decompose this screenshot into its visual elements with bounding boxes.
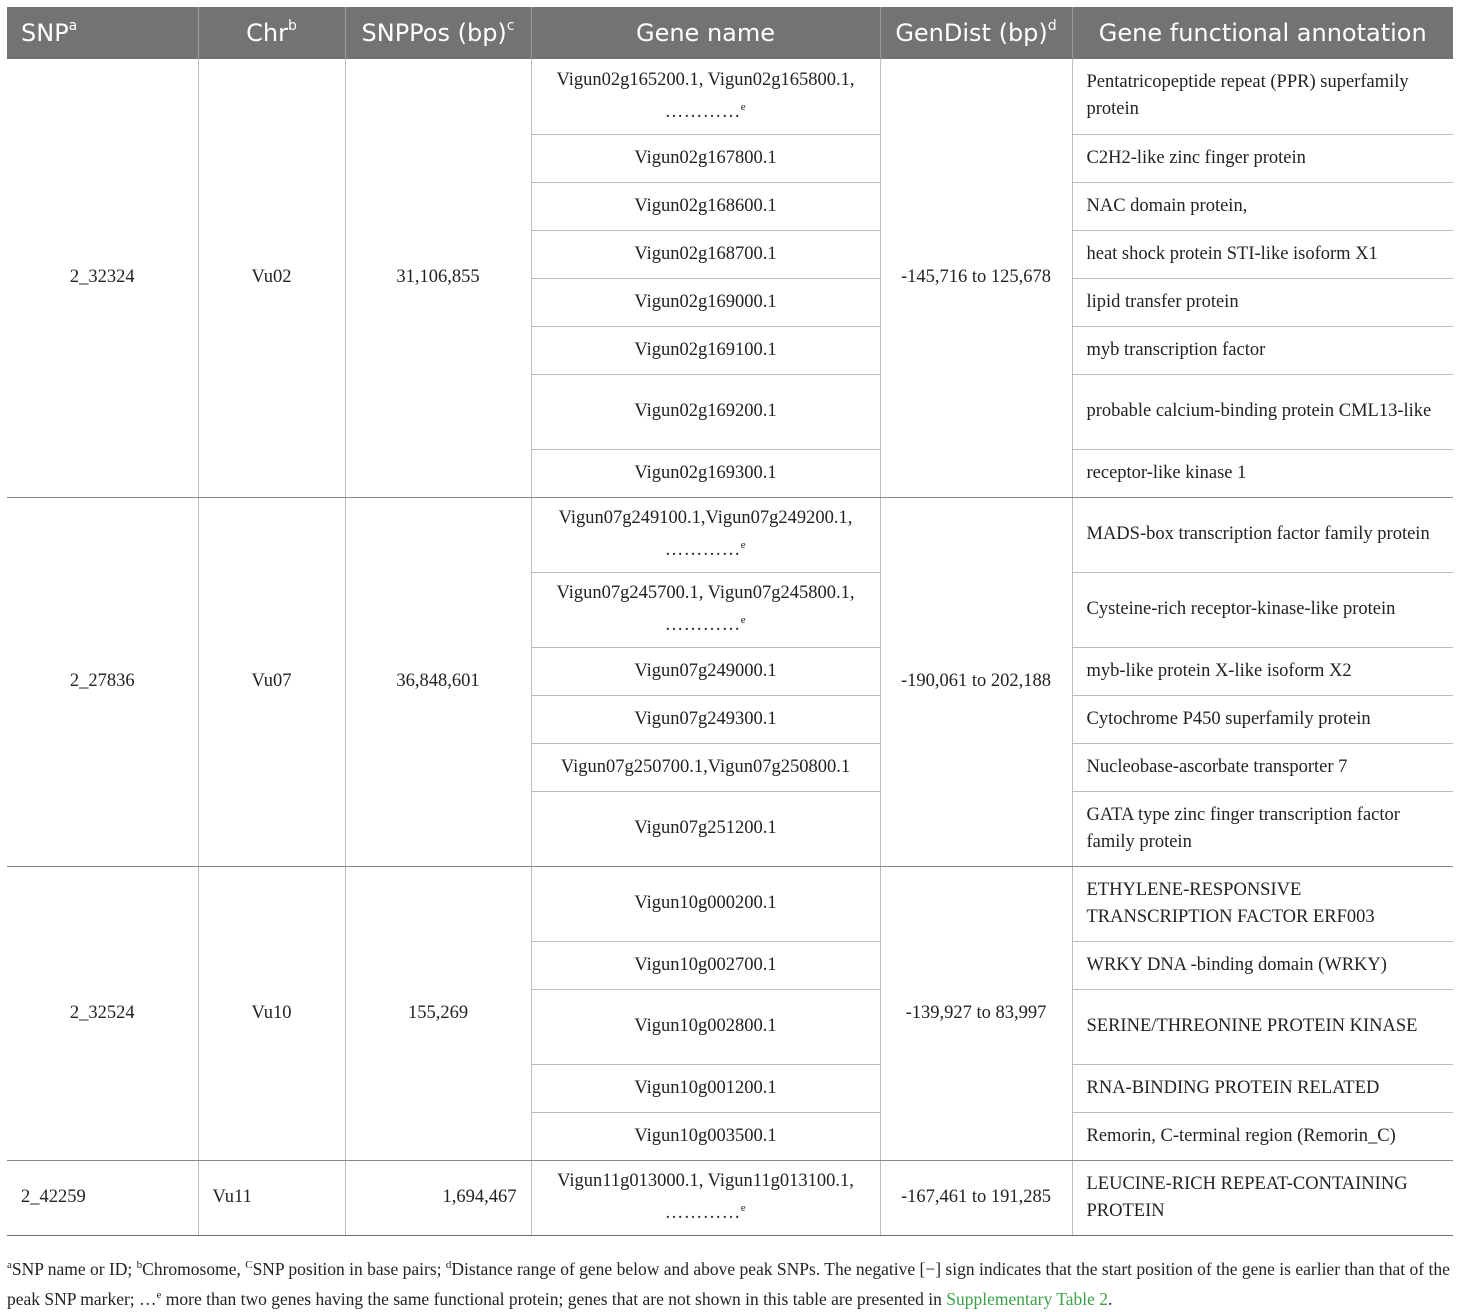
footnote-marker-e: e bbox=[740, 100, 747, 113]
table-body bbox=[7, 59, 1453, 1235]
gene-annotation-cell: WRKY DNA -binding domain (WRKY) bbox=[1072, 941, 1453, 989]
gene-name-cell: Vigun02g169200.1 bbox=[531, 374, 880, 449]
table-footnote: $^a$SNP name or ID; $^b$Chromosome, $^C$SNP position in base pairs; $^d$Distance range of gene below and above peak SNPs. The negative [−] sign indicates that the start position of the gene is earlier than that of the peak SNP marker; …$^e$ more than two genes having the same functional protein; genes that are not shown in this table are presented in Supplementary Table 2. bbox=[7, 1258, 1450, 1309]
gene-name-list: Vigun02g165200.1, Vigun02g165800.1, bbox=[556, 69, 855, 90]
gene-annotation-cell: MADS-box transcription factor family protein bbox=[1072, 497, 1453, 572]
gene-annotation-cell: Remorin, C-terminal region (Remorin_C) bbox=[1072, 1112, 1453, 1160]
gene-distance-cell: -145,716 to 125,678 bbox=[880, 59, 1072, 497]
gene-distance-cell: -167,461 to 191,285 bbox=[880, 1160, 1072, 1235]
gene-name-cell: Vigun02g169300.1 bbox=[531, 449, 880, 497]
header-snp-position: SNPPos (bp)$^c$ bbox=[345, 7, 531, 59]
footnote-marker-e: e bbox=[740, 1201, 747, 1214]
gene-name-list: Vigun07g249100.1,Vigun07g249200.1, bbox=[558, 507, 853, 528]
gene-annotation-cell: RNA-BINDING PROTEIN RELATED bbox=[1072, 1064, 1453, 1112]
gene-annotation-cell: myb transcription factor bbox=[1072, 326, 1453, 374]
gene-name-cell: Vigun10g001200.1 bbox=[531, 1064, 880, 1112]
gene-name-cell: Vigun07g250700.1,Vigun07g250800.1 bbox=[531, 743, 880, 791]
gene-name-cell bbox=[531, 572, 880, 647]
gene-name-cell: Vigun02g169000.1 bbox=[531, 278, 880, 326]
gene-name-cell: Vigun02g168600.1 bbox=[531, 182, 880, 230]
header-snp: SNP$^a$ bbox=[7, 7, 198, 59]
gene-annotation-cell: GATA type zinc finger transcription factor family protein bbox=[1072, 791, 1453, 866]
chromosome-cell: Vu11 bbox=[198, 1160, 345, 1235]
chromosome-cell: Vu07 bbox=[198, 497, 345, 866]
gene-name-cell bbox=[531, 497, 880, 572]
header-gene-annotation: Gene functional annotation bbox=[1072, 7, 1453, 59]
gene-name-cell: Vigun10g000200.1 bbox=[531, 866, 880, 941]
gene-annotation-cell: Cytochrome P450 superfamily protein bbox=[1072, 695, 1453, 743]
snp-cell: 2_32324 bbox=[7, 59, 198, 497]
gene-name-cell: Vigun02g169100.1 bbox=[531, 326, 880, 374]
gene-annotation-cell: receptor-like kinase 1 bbox=[1072, 449, 1453, 497]
table-row bbox=[7, 1160, 1453, 1235]
snp-cell: 2_42259 bbox=[7, 1160, 198, 1235]
snp-position-cell: 31,106,855 bbox=[345, 59, 531, 497]
gene-name-cell bbox=[531, 59, 880, 134]
chromosome-cell: Vu10 bbox=[198, 866, 345, 1160]
gene-name-list: Vigun07g245700.1, Vigun07g245800.1, bbox=[556, 582, 855, 603]
gene-annotation-cell: NAC domain protein, bbox=[1072, 182, 1453, 230]
gene-annotation-cell: lipid transfer protein bbox=[1072, 278, 1453, 326]
gene-annotation-cell: Nucleobase-ascorbate transporter 7 bbox=[1072, 743, 1453, 791]
gene-annotation-cell: heat shock protein STI-like isoform X1 bbox=[1072, 230, 1453, 278]
snp-gene-table bbox=[7, 7, 1453, 1236]
snp-cell: 2_27836 bbox=[7, 497, 198, 866]
gene-name-list: Vigun11g013000.1, Vigun11g013100.1, bbox=[557, 1170, 854, 1191]
gene-name-cell: Vigun10g003500.1 bbox=[531, 1112, 880, 1160]
snp-position-cell: 36,848,601 bbox=[345, 497, 531, 866]
header-row bbox=[7, 7, 1453, 59]
gene-annotation-cell: ETHYLENE-RESPONSIVE TRANSCRIPTION FACTOR ERF003 bbox=[1072, 866, 1453, 941]
gene-annotation-cell: probable calcium-binding protein CML13-like bbox=[1072, 374, 1453, 449]
snp-position-cell: 155,269 bbox=[345, 866, 531, 1160]
gene-ellipsis: …………$^e$ bbox=[664, 613, 747, 636]
footnote-marker-e: e bbox=[740, 613, 747, 626]
supplementary-table-link[interactable]: Supplementary Table 2 bbox=[946, 1288, 1109, 1309]
gene-name-cell: Vigun10g002700.1 bbox=[531, 941, 880, 989]
gene-annotation-cell: SERINE/THREONINE PROTEIN KINASE bbox=[1072, 989, 1453, 1064]
gene-annotation-cell: Cysteine-rich receptor-kinase-like protein bbox=[1072, 572, 1453, 647]
gene-annotation-cell: LEUCINE-RICH REPEAT-CONTAINING PROTEIN bbox=[1072, 1160, 1453, 1235]
footnote-marker-e: e bbox=[740, 538, 747, 551]
chromosome-cell: Vu02 bbox=[198, 59, 345, 497]
header-gene-distance: GenDist (bp)$^d$ bbox=[880, 7, 1072, 59]
gene-distance-cell: -139,927 to 83,997 bbox=[880, 866, 1072, 1160]
gene-name-cell: Vigun10g002800.1 bbox=[531, 989, 880, 1064]
gene-name-cell bbox=[531, 1160, 880, 1235]
gene-name-cell: Vigun02g167800.1 bbox=[531, 134, 880, 182]
snp-position-cell: 1,694,467 bbox=[345, 1160, 531, 1235]
table-row bbox=[7, 866, 1453, 941]
gene-annotation-cell: Pentatricopeptide repeat (PPR) superfamily protein bbox=[1072, 59, 1453, 134]
snp-cell: 2_32524 bbox=[7, 866, 198, 1160]
table-container bbox=[7, 7, 1453, 1236]
table-row bbox=[7, 497, 1453, 572]
gene-name-cell: Vigun07g251200.1 bbox=[531, 791, 880, 866]
header-chr: Chr$^b$ bbox=[198, 7, 345, 59]
gene-name-cell: Vigun02g168700.1 bbox=[531, 230, 880, 278]
gene-annotation-cell: myb-like protein X-like isoform X2 bbox=[1072, 647, 1453, 695]
gene-ellipsis: …………$^e$ bbox=[664, 538, 747, 561]
gene-distance-cell: -190,061 to 202,188 bbox=[880, 497, 1072, 866]
gene-name-cell: Vigun07g249300.1 bbox=[531, 695, 880, 743]
gene-ellipsis: …………$^e$ bbox=[664, 100, 747, 122]
table-row bbox=[7, 59, 1453, 134]
gene-annotation-cell: C2H2-like zinc finger protein bbox=[1072, 134, 1453, 182]
header-gene-name: Gene name bbox=[531, 7, 880, 59]
gene-name-cell: Vigun07g249000.1 bbox=[531, 647, 880, 695]
gene-ellipsis: …………$^e$ bbox=[664, 1201, 747, 1224]
